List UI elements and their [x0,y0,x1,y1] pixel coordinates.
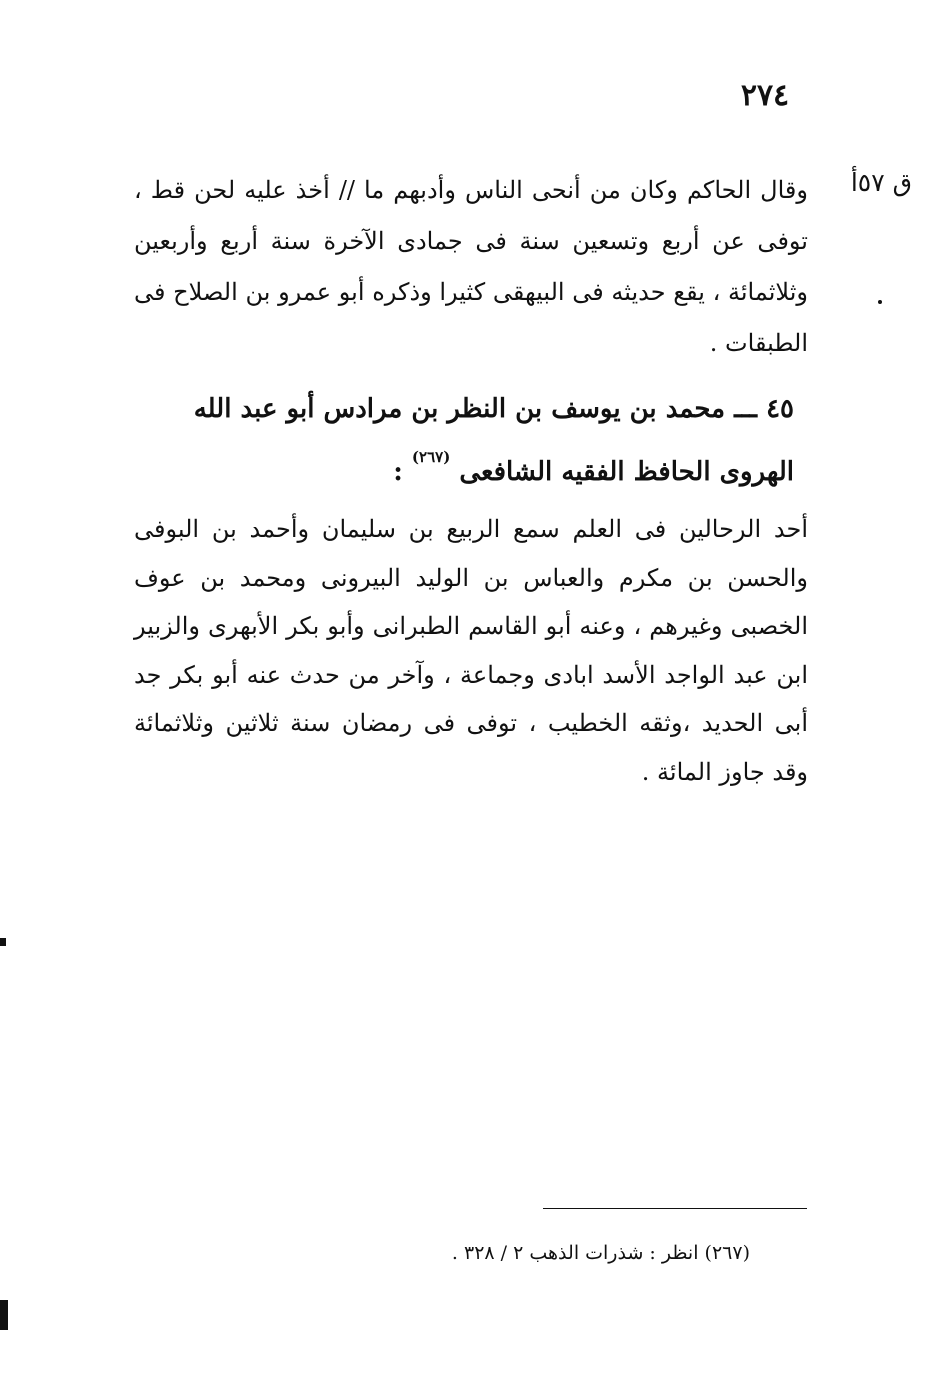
footnote-rule [543,1208,807,1209]
scan-edge-mark [0,1300,8,1330]
scan-edge-mark [0,938,6,946]
footnote-reference: (٢٦٧) [411,448,451,466]
footnote: (٢٦٧) انظر : شذرات الذهب ٢ / ٣٢٨ . [451,1242,750,1264]
entry-heading [134,385,794,496]
entry-heading-text: ٤٥ ـــ محمد بن يوسف بن النظر بن مرادس أبو عبد الله الهروى الحافظ الفقيه الشافعى [193,394,794,487]
entry-heading-colon: : [393,457,403,487]
paragraph-continuation: وقال الحاكم وكان من أنحى الناس وأدبهم ما // أخذ عليه لحن قط ، توفى عن أربع وتسعين سنة فى جمادى الآخرة سنة أربع وأربعين وثلاثمائة ، يقع حديثه فى البيهقى كثيرا وذكره أبو عمرو بن الصلاح فى الطبقات . [134,176,808,357]
entry-body: أحد الرحالين فى العلم سمع الربيع بن سليمان وأحمد بن البوفى والحسن بن مكرم والعباس بن الوليد البيرونى ومحمد بن عوف الخصبى وغيرهم ، وعنه أبو القاسم الطبرانى وأبو بكر الأبهرى والزبير ابن عبد الواجد الأسد ابادى وجماعة ، وآخر من حدث عنه أبو بكر جد أبى الحديد ،وثقه الخطيب ، توفى فى رمضان سنة ثلاثين وثلاثمائة وقد جاوز المائة . [134,515,808,786]
margin-folio-note: ق ٥٧أ [850,168,912,197]
margin-dot [878,300,882,304]
page-number: ٢٧٤ [740,78,790,113]
